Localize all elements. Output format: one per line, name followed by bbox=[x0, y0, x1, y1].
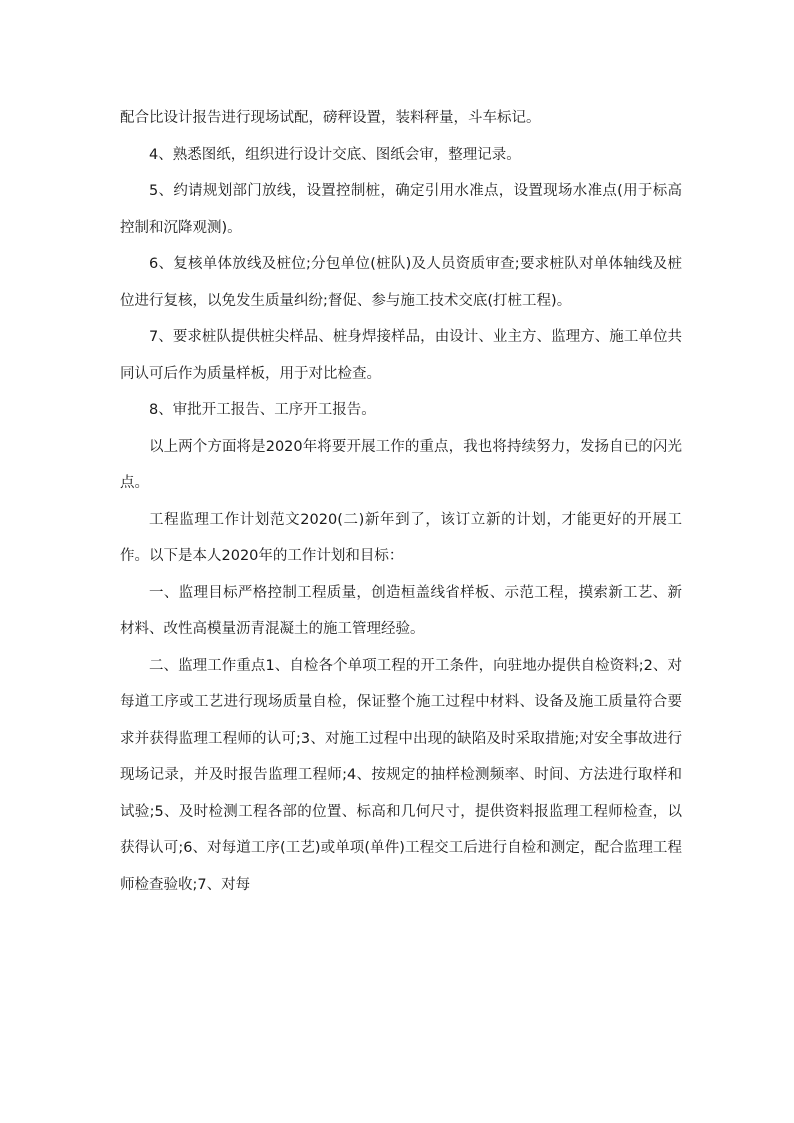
paragraph-item-5: 5、约请规划部门放线，设置控制桩，确定引用水准点，设置现场水准点(用于标高控制和沉降观测)。 bbox=[120, 183, 682, 236]
paragraph-item-6: 6、复核单体放线及桩位;分包单位(桩队)及人员资质审查;要求桩队对单体轴线及桩位进行复核，以免发生质量纠纷;督促、参与施工技术交底(打桩工程)。 bbox=[120, 256, 682, 309]
paragraph-continued: 配合比设计报告进行现场试配，磅秤设置，装料秤量，斗车标记。 bbox=[120, 110, 541, 126]
paragraph-item-8: 8、审批开工报告、工序开工报告。 bbox=[149, 402, 376, 418]
paragraph-section-focus: 二、监理工作重点1、自检各个单项工程的开工条件，向驻地办提供自检资料;2、对每道工序或工艺进行现场质量自检，保证整个施工过程中材料、设备及施工质量符合要求并获得监理工程师的认可;3、对施工过程中出现的缺陷及时采取措施;对安全事故进行现场记录，并及时报告监理工程师;4、按规定的抽样检测频率、时间、方法进行取样和试验;5、及时检测工程各部的位置、标高和几何尺寸，提供资料报监理工程师检查，以获得认可;6、对每道工序(工艺)或单项(单件)工程交工后进行自检和测定，配合监理工程师检查验收;7、对每 bbox=[120, 657, 682, 893]
document-body bbox=[120, 100, 682, 903]
paragraph-section-goals: 一、监理目标严格控制工程质量，创造桓盖线省样板、示范工程，摸索新工艺、新材料、改性高模量沥青混凝土的施工管理经验。 bbox=[120, 584, 682, 637]
paragraph-item-4: 4、熟悉图纸，组织进行设计交底、图纸会审，整理记录。 bbox=[149, 146, 521, 163]
paragraph-summary: 以上两个方面将是2020年将要开展工作的重点，我也将持续努力，发扬自已的闪光点。 bbox=[120, 438, 682, 491]
paragraph-item-7: 7、要求桩队提供桩尖样品、桩身焊接样品，由设计、业主方、监理方、施工单位共同认可后作为质量样板，用于对比检查。 bbox=[120, 329, 682, 382]
paragraph-plan-intro: 工程监理工作计划范文2020(二)新年到了，该订立新的计划，才能更好的开展工作。以下是本人2020年的工作计划和目标： bbox=[120, 511, 682, 564]
